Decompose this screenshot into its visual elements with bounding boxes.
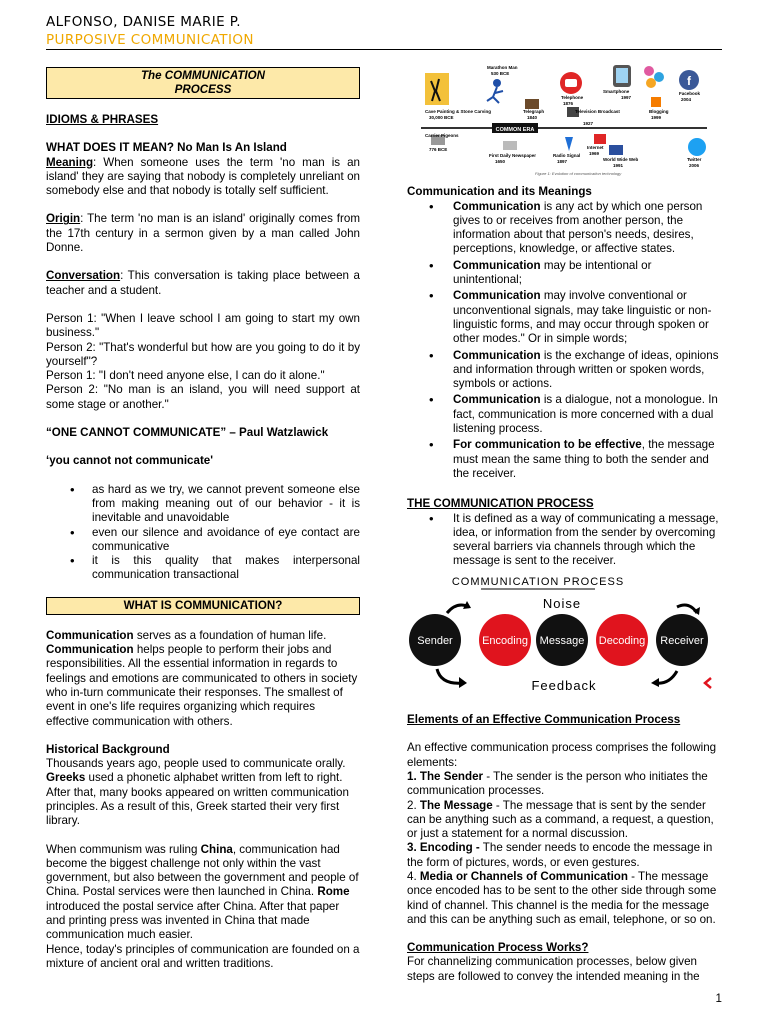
timeline-year: 1991	[613, 163, 624, 168]
timeline-label: Smartphone	[603, 89, 630, 94]
svg-text:f: f	[687, 74, 691, 88]
feedback-label: Feedback	[531, 677, 597, 693]
quote-subheading: ‘you cannot not communicate'	[46, 454, 214, 468]
author-name: ALFONSO, DANISE MARIE P.	[46, 14, 241, 30]
body-text: - The sender is the person who initiates the communication processes.	[407, 769, 708, 798]
timeline-label: First Daily Newspaper	[489, 153, 537, 158]
course-title: PURPOSIVE COMMUNICATION	[46, 32, 254, 48]
body-text: may involve conventional or unconventional signals, may take linguistic or non-linguistic forms, and may occur through spoken or other modes." Or in simple words;	[453, 289, 712, 346]
timeline-year: 530 BCE	[491, 71, 510, 76]
body-text: Thousands years ago, people used to communicate orally.	[46, 757, 346, 771]
timeline-figure	[407, 55, 721, 179]
bold-term: Media or Channels of Communication	[419, 869, 628, 883]
figure-caption: Figure 1: Evolution of communication technology	[535, 171, 622, 176]
timeline-label: Radio Signal	[553, 153, 581, 158]
newspaper-icon	[503, 141, 517, 150]
elements-heading: Elements of an Effective Communication Process	[407, 713, 681, 727]
list-item: • it is this quality that makes interpersonal communication transactional	[46, 554, 360, 583]
body-text: may be intentional or unintentional;	[453, 258, 652, 287]
bold-term: Rome	[317, 885, 350, 899]
history-paragraph	[46, 757, 360, 828]
timeline-year: 1997	[621, 95, 632, 100]
idioms-heading: IDIOMS & PHRASES	[46, 113, 159, 126]
list-item: • even our silence and avoidance of eye contact are communicative	[46, 526, 360, 555]
bold-term: Greeks	[46, 771, 86, 785]
dialogue-line: Person 2: "No man is an island, you will need support at some stage or another."	[46, 383, 360, 411]
body-text: serves as a foundation of human life.	[133, 628, 327, 642]
timeline-label: Twitter	[687, 157, 702, 162]
hence-paragraph: Hence, today's principles of communication are founded on a mixture of ancient oral and written traditions.	[46, 942, 360, 970]
bold-term: Communication	[46, 628, 134, 642]
origin-text: : The term 'no man is an island' originally comes from the 17th century in a sermon given by a man called John Donne.	[46, 212, 360, 255]
china-paragraph	[46, 843, 360, 943]
works-paragraph: For channelizing communication processes, below given steps are followed to convey the intended meaning in the	[407, 955, 700, 983]
timeline-year: 1999	[651, 115, 662, 120]
body-text: The sender needs to encode the message in the form of pictures, words, or even gestures.	[407, 841, 713, 869]
meaning-paragraph	[46, 156, 360, 199]
era-label: COMMON ERA	[495, 127, 535, 133]
body-text: When communism was ruling	[46, 842, 201, 856]
timeline-label: Cave Painting & Stone Carving	[425, 109, 492, 114]
dialogue-line: Person 1: "I don't need anyone else, I can do it alone."	[46, 369, 325, 383]
bold-term: China	[200, 842, 233, 856]
title-line-2: PROCESS	[174, 83, 232, 96]
node-label: Receiver	[660, 634, 704, 647]
conversation-text: : This conversation is taking place between a teacher and a student.	[46, 269, 360, 297]
elements-intro: An effective communication process comprises the following elements:	[407, 741, 717, 769]
node-label: Decoding	[598, 634, 646, 647]
node-label: Message	[539, 634, 585, 647]
bold-term: For communication to be effective	[453, 438, 642, 452]
item-number: 4.	[407, 869, 420, 883]
timeline-year: 1969	[589, 151, 600, 156]
bold-term: The Message	[419, 798, 493, 812]
idiom-question: WHAT DOES IT MEAN? No Man Is An Island	[46, 141, 287, 155]
timeline-year: 776 BCE	[429, 147, 448, 152]
node-label: Encoding	[482, 634, 528, 647]
body-text: - The message once encoded has to be sent to the other side through some kind of channel. This channel is the media for the message and this can be anything such as email, telephone, or so on.	[407, 869, 717, 926]
element-item	[407, 870, 721, 927]
bold-term: Encoding -	[419, 841, 480, 855]
timeline-label: Carrier Pigeons	[425, 133, 459, 138]
body-text: is the exchange of ideas, opinions and information through written or spoken words, symbols or actions.	[453, 348, 719, 391]
timeline-label: Marathon Man	[487, 65, 518, 70]
header-divider	[46, 49, 722, 50]
dialogue-line: Person 2: "That's wonderful but how are you going to do it by yourself"?	[46, 340, 360, 368]
list-item	[407, 200, 721, 257]
timeline-year: 30,000 BCE	[429, 115, 454, 120]
timeline-year: 2006	[689, 163, 700, 168]
communication-paragraph	[46, 629, 360, 729]
body-text: , the message must mean the same thing to both the sender and the receiver.	[453, 438, 715, 480]
bold-term: Communication	[46, 643, 134, 657]
noise-label: Noise	[542, 595, 582, 611]
meaning-text: : When someone uses the term 'no man is an island' they are saying that nobody is completely unreliant on somebody else and that nobody is totally self sufficient.	[46, 155, 360, 198]
conversation-label: Conversation	[46, 269, 121, 283]
body-text: helps people to perform their jobs and responsibilities. All the essential information in regards to feelings and emotions are communicated to others in society who in-turn communicate their responses. The smallest of event in one's life requires organizing which requires effective communication with others.	[46, 643, 358, 728]
communication-process-diagram	[407, 571, 721, 695]
meanings-heading: Communication and its Meanings	[407, 185, 592, 199]
diagram-title: COMMUNICATION PROCESS	[451, 575, 625, 588]
arrow-icon	[677, 605, 697, 613]
quote-bullets	[46, 483, 360, 583]
timeline-year: 1927	[583, 121, 594, 126]
process-list	[407, 512, 721, 569]
right-column	[407, 55, 721, 984]
element-item	[407, 799, 721, 842]
left-column	[46, 67, 360, 971]
body-text: , communication had become the biggest challenge not only within the vast government, but also between the government and people of China. Postal services were then launched in China.	[46, 842, 359, 899]
list-item: • as hard as we try, we cannot prevent someone else from making meaning out of our behavior - it is inevitable and unavoidable	[46, 483, 360, 526]
timeline-label: Facebook	[679, 91, 701, 96]
bold-term: Communication	[453, 199, 541, 213]
timeline-label: Television Broadcast	[575, 109, 620, 114]
bold-term: Communication	[453, 289, 541, 303]
list-item	[407, 393, 721, 436]
marathon-man-icon	[493, 79, 501, 87]
list-item	[407, 438, 721, 481]
social-icons	[644, 66, 654, 76]
timeline-year: 1876	[563, 101, 574, 106]
bold-term: The Sender	[419, 769, 484, 783]
page-number: 1	[715, 992, 722, 1005]
element-item	[407, 841, 721, 870]
what-is-communication-box: WHAT IS COMMUNICATION?	[46, 597, 360, 615]
timeline-label: Telegraph	[523, 109, 545, 114]
meanings-list	[407, 200, 721, 482]
list-item	[407, 349, 721, 392]
logo-icon	[705, 678, 711, 688]
timeline-label: World Wide Web	[603, 157, 639, 162]
quote-heading: “ONE CANNOT COMMUNICATE” – Paul Watzlawick	[46, 426, 329, 440]
body-text: is a dialogue, not a monologue. In fact, communication is more concerned with a dual listening process.	[453, 393, 718, 436]
timeline-year: 2004	[681, 97, 692, 102]
bold-term: Communication	[453, 348, 541, 362]
bold-term: Communication	[453, 258, 541, 272]
element-item	[407, 770, 721, 799]
item-number: 3.	[407, 841, 420, 855]
dialogue-line: Person 1: "When I leave school I am going to start my own business."	[46, 311, 360, 340]
conversation-paragraph	[46, 269, 360, 298]
item-number: 2.	[407, 798, 420, 812]
meaning-label: Meaning	[46, 155, 94, 169]
www-icon	[609, 145, 623, 155]
body-text: is any act by which one person gives to or receives from another person, the information about that person's needs, desires, perceptions, knowledge, or affective states.	[453, 199, 703, 256]
telegraph-icon	[525, 99, 539, 109]
title-box	[46, 67, 360, 99]
works-heading: Communication Process Works?	[407, 941, 589, 955]
timeline-year: 1897	[557, 159, 568, 164]
internet-icon	[594, 134, 606, 144]
list-item	[407, 259, 721, 288]
timeline-label: Internet	[587, 145, 604, 150]
timeline-label: Blogging	[649, 109, 669, 114]
item-number: 1.	[407, 769, 420, 783]
timeline-year: 1650	[495, 159, 506, 164]
title-line-1: The COMMUNICATION	[140, 69, 266, 82]
origin-paragraph	[46, 212, 360, 255]
node-label: Sender	[417, 634, 453, 647]
list-item: • It is defined as a way of communicating a message, idea, or information from the sender by overcoming several barriers via channels through which the message is sent to the receiver.	[407, 512, 721, 569]
twitter-icon	[688, 138, 706, 156]
list-item	[407, 289, 721, 346]
bold-term: Communication	[453, 393, 541, 407]
body-text: used a phonetic alphabet written from left to right. After that, many books appeared on written communication principles. As a result of this, Greek started their very first library.	[46, 771, 349, 828]
blog-icon	[651, 97, 661, 107]
body-text: introduced the postal service after China. After that paper and printing press was invented in China that made communication much easier.	[46, 899, 340, 942]
timeline-year: 1840	[527, 115, 538, 120]
process-heading: THE COMMUNICATION PROCESS	[407, 497, 594, 511]
body-text: - The message that is sent by the sender can be anything such as a command, a request, a question, or just a statement for a normal discussion.	[407, 798, 714, 841]
history-heading: Historical Background	[46, 742, 170, 756]
timeline-label: Telephone	[561, 95, 584, 100]
origin-label: Origin	[46, 212, 81, 226]
